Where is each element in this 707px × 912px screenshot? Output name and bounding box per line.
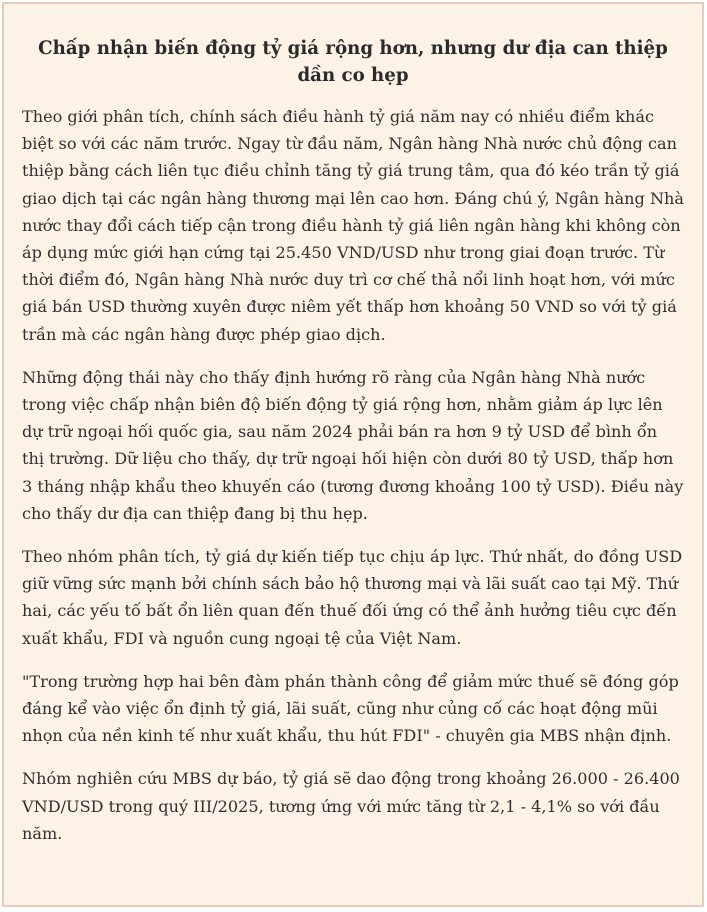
article-box [2,2,704,907]
article-paragraph-3: Theo nhóm phân tích, tỷ giá dự kiến tiếp tục chịu áp lực. Thứ nhất, do đồng USD giữ vững sức mạnh bởi chính sách bảo hộ thương mại và lãi suất cao tại Mỹ. Thứ hai, các yếu tố bất ổn liên quan đến thuế đối ứng có thể ảnh hưởng tiêu cực đến xuất khẩu, FDI và nguồn cung ngoại tệ của Việt Nam. [22,547,683,648]
article-quote-paragraph: "Trong trường hợp hai bên đàm phán thành công để giảm mức thuế sẽ đóng góp đáng kể vào việc ổn định tỷ giá, lãi suất, cũng như củng cố các hoạt động mũi nhọn của nền kinh tế như xuất khẩu, thu hút FDI" - chuyên gia MBS nhận định. [22,671,679,746]
article-paragraph-2: Những động thái này cho thấy định hướng rõ ràng của Ngân hàng Nhà nước trong việc chấp nhận biên độ biến động tỷ giá rộng hơn, nhằm giảm áp lực lên dự trữ ngoại hối quốc gia, sau năm 2024 phải bán ra hơn 9 tỷ USD để bình ổn thị trường. Dữ liệu cho thấy, dự trữ ngoại hối hiện còn dưới 80 tỷ USD, thấp hơn 3 tháng nhập khẩu theo khuyến cáo (tương đương khoảng 100 tỷ USD). Điều này cho thấy dư địa can thiệp đang bị thu hẹp. [22,367,684,523]
article-paragraph-1: Theo giới phân tích, chính sách điều hành tỷ giá năm nay có nhiều điểm khác biệt so với các năm trước. Ngay từ đầu năm, Ngân hàng Nhà nước chủ động can thiệp bằng cách liên tục điều chỉnh tăng tỷ giá trung tâm, qua đó kéo trần tỷ giá giao dịch tại các ngân hàng thương mại lên cao hơn. Đáng chú ý, Ngân hàng Nhà nước thay đổi cách tiếp cận trong điều hành tỷ giá liên ngân hàng khi không còn áp dụng mức giới hạn cứng tại 25.450 VND/USD như trong giai đoạn trước. Từ thời điểm đó, Ngân hàng Nhà nước duy trì cơ chế thả nổi linh hoạt hơn, với mức giá bán USD thường xuyên được niêm yết thấp hơn khoảng 50 VND so với tỷ giá trần mà các ngân hàng được phép giao dịch. [22,107,685,344]
article-heading: Chấp nhận biến động tỷ giá rộng hơn, nhưng dư địa can thiệp dần co hẹp [38,38,668,86]
article-paragraph-5: Nhóm nghiên cứu MBS dự báo, tỷ giá sẽ dao động trong khoảng 26.000 - 26.400 VND/USD trong quý III/2025, tương ứng với mức tăng từ 2,1 - 4,1% so với đầu năm. [22,769,680,843]
